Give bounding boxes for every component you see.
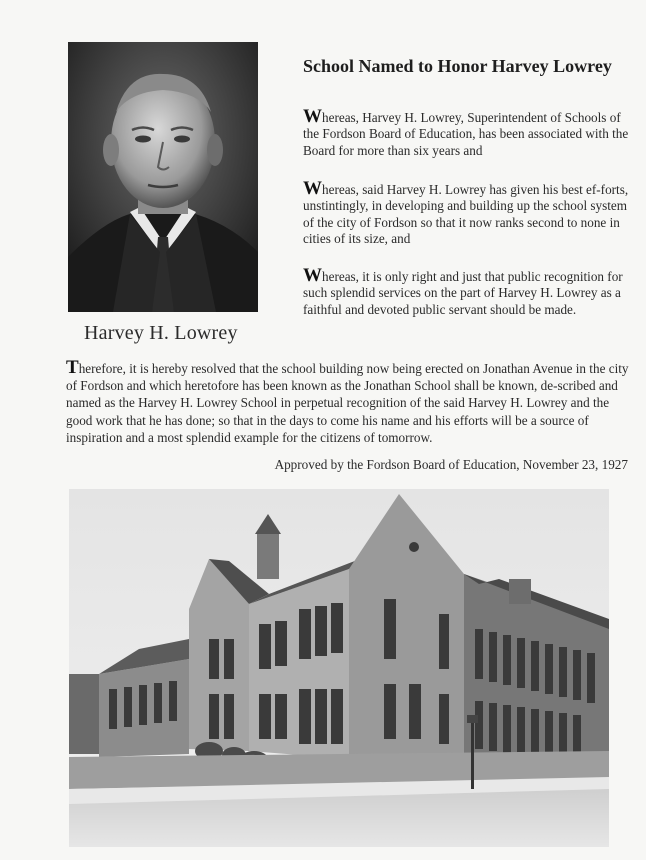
dropcap: W (303, 265, 322, 286)
dropcap: W (303, 178, 322, 199)
paragraph-text: herefore, it is hereby resolved that the school building now being erected on Jonathan Avenue in the city of Fordson and which heretofore has been known as the Jonathan School shall be known, de-scribed and named as the Harvey H. Lowrey School in perpetual recognition of the said Harvey H. Lowrey and the good work that he has done; so that in the days to come his name and his efforts will be a source of inspiration and a most splendid example for the citizens of tomorrow. (66, 361, 629, 445)
approval-line: Approved by the Fordson Board of Education, November 23, 1927 (274, 457, 628, 472)
portrait-caption: Harvey H. Lowrey (84, 322, 238, 344)
paragraph-text: hereas, it is only right and just that public recognition for such splendid services on the part of Harvey H. Lowrey as a faithful and devoted public servant should be made. (303, 269, 623, 317)
school-building-photo (69, 489, 609, 847)
therefore-paragraph (66, 359, 632, 446)
whereas-paragraph-2 (303, 178, 633, 248)
page-title: School Named to Honor Harvey Lowrey (303, 56, 612, 76)
paragraph-text: hereas, Harvey H. Lowrey, Superintendent of Schools of the Fordson Board of Education, has been associated with the Board for more than six years and (303, 110, 629, 158)
dropcap: T (66, 357, 79, 378)
whereas-paragraph-3 (303, 265, 633, 318)
paragraph-text: hereas, said Harvey H. Lowrey has given his best ef-forts, unstintingly, in developing and building up the school system of the city of Fordson so that it now ranks second to none in cities of its size, and (303, 182, 629, 247)
whereas-paragraph-1 (303, 106, 633, 159)
dropcap: W (303, 106, 322, 127)
portrait-photo (68, 42, 258, 312)
